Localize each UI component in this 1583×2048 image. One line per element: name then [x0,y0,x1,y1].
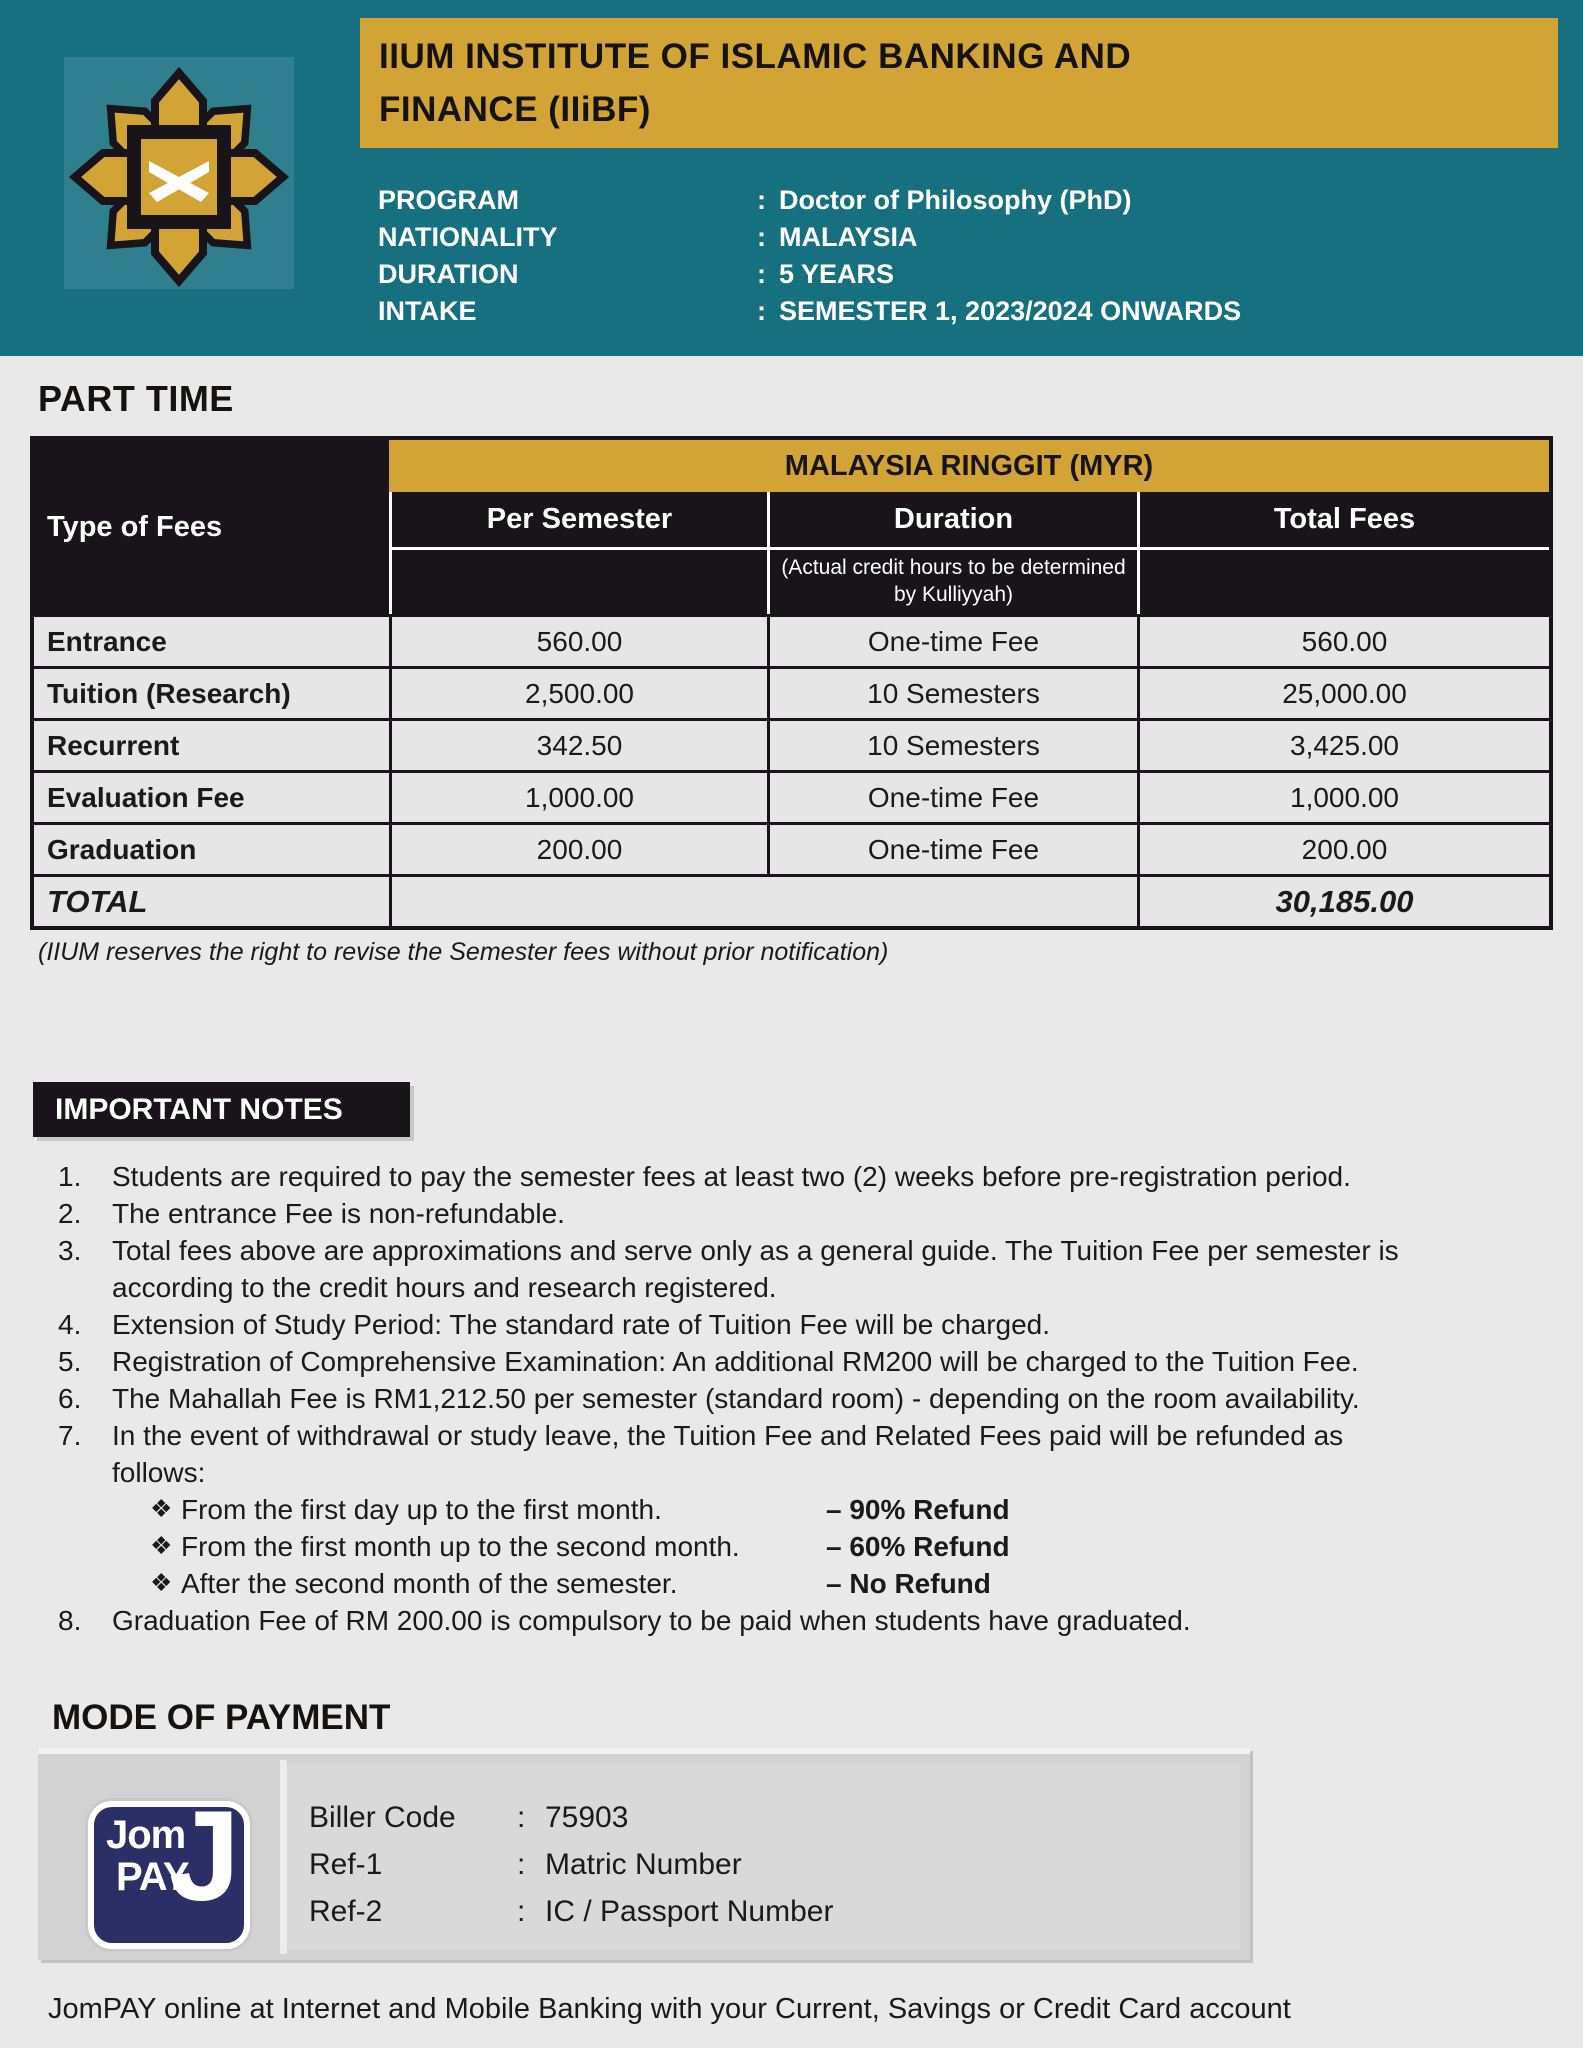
nationality-value: MALAYSIA [779,222,918,252]
important-notes-title: IMPORTANT NOTES [33,1082,410,1137]
fee-duration: One-time Fee [770,617,1137,666]
fee-type: Entrance [34,617,389,666]
note-text: In the event of withdrawal or study leave, the Tuition Fee and Related Fees paid will be refunded as [112,1420,1344,1451]
colon-separator: : [517,1801,526,1834]
note-item-1 [58,1158,1553,1195]
header-banner [0,0,1583,356]
important-notes-list [58,1158,1553,1639]
payment-box [38,1748,1250,1960]
note-text: according to the credit hours and research registered. [112,1272,777,1303]
fee-duration: One-time Fee [770,825,1137,874]
program-details [378,182,1241,330]
type-of-fees-header: Type of Fees [47,510,223,543]
intake-row [378,293,1241,330]
ref2-value: IC / Passport Number [545,1895,834,1928]
colon-separator: : [757,185,766,215]
note-number: 1. [58,1161,82,1192]
note-text: follows: [112,1457,206,1488]
program-row [378,182,1241,219]
fee-duration: 10 Semesters [770,721,1137,770]
refund-condition: From the first day up to the first month. [181,1494,662,1525]
duration-note [770,554,1137,608]
note-item-3 [58,1232,1553,1306]
fee-type: Tuition (Research) [34,669,389,718]
diamond-bullet-icon: ❖ [150,1532,173,1560]
note-number: 6. [58,1383,82,1414]
fee-per-semester: 1,000.00 [392,773,767,822]
iium-logo-tile [64,57,294,289]
duration-note-line1: (Actual credit hours to be determined [781,556,1126,579]
colon-separator: : [757,222,766,252]
biller-code-row [309,1794,1240,1841]
fee-total: 1,000.00 [1140,773,1549,822]
fee-duration: 10 Semesters [770,669,1137,718]
total-value: 30,185.00 [1140,877,1549,926]
intake-value: SEMESTER 1, 2023/2024 ONWARDS [779,296,1242,326]
note-number: 7. [58,1420,82,1451]
note-number: 4. [58,1309,82,1340]
ref1-value: Matric Number [545,1848,742,1881]
payment-details-panel [287,1764,1240,1950]
refund-amount: – 60% Refund [826,1531,1010,1562]
fees-table-header [34,440,1549,614]
fee-total: 200.00 [1140,825,1549,874]
ref1-row [309,1841,1240,1888]
jompay-logo-j: J [168,1785,240,1928]
program-value: Doctor of Philosophy (PhD) [779,185,1132,215]
jompay-logo-pay: PAY [116,1855,189,1899]
note-text: Total fees above are approximations and serve only as a general guide. The Tuition Fee per semester is [112,1235,1399,1266]
colon-separator: : [757,259,766,289]
biller-code-label: Biller Code [309,1801,456,1834]
note-item-5 [58,1343,1553,1380]
column-total-fees: Total Fees [1273,503,1416,535]
colon-separator: : [517,1848,526,1881]
note-text: Graduation Fee of RM 200.00 is compulsory to be paid when students have graduated. [112,1605,1191,1636]
ref2-label: Ref-2 [309,1895,383,1928]
duration-value: 5 YEARS [779,259,895,289]
intake-label: INTAKE [378,296,477,326]
note-number: 2. [58,1198,82,1229]
note-number: 5. [58,1346,82,1377]
jompay-caption: JomPAY online at Internet and Mobile Banking with your Current, Savings or Credit Card account [48,1993,1291,2025]
refund-row-none [150,1565,1553,1602]
diamond-bullet-icon: ❖ [150,1569,173,1597]
fee-per-semester: 342.50 [392,721,767,770]
iium-crest-logo [64,57,294,289]
note-text: Students are required to pay the semester fees at least two (2) weeks before pre-registration period. [112,1161,1351,1192]
refund-condition: From the first month up to the second month. [181,1531,740,1562]
note-text: The Mahallah Fee is RM1,212.50 per semester (standard room) - depending on the room availability. [112,1383,1360,1414]
note-number: 8. [58,1605,82,1636]
note-number: 3. [58,1235,82,1266]
fee-per-semester: 200.00 [392,825,767,874]
colon-separator: : [757,296,766,326]
header-divider [389,547,1549,550]
fees-table [30,436,1553,930]
column-duration: Duration [893,503,1014,535]
note-item-2 [58,1195,1553,1232]
fee-total: 3,425.00 [1140,721,1549,770]
payment-divider [280,1760,287,1954]
note-item-7 [58,1417,1553,1491]
institute-title-line2: FINANCE (IIiBF) [379,90,651,129]
mode-of-payment-title: MODE OF PAYMENT [52,1698,391,1737]
fees-footnote: (IIUM reserves the right to revise the Semester fees without prior notification) [38,938,889,966]
program-label: PROGRAM [378,185,519,215]
refund-condition: After the second month of the semester. [181,1568,678,1599]
fee-per-semester: 2,500.00 [392,669,767,718]
total-spacer [392,877,1137,926]
jompay-logo-jom: Jom [106,1813,186,1857]
fees-table-body [34,617,1549,926]
ref2-row [309,1888,1240,1935]
fee-type: Recurrent [34,721,389,770]
fee-duration: One-time Fee [770,773,1137,822]
currency-header: MALAYSIA RINGGIT (MYR) [389,440,1549,492]
total-label: TOTAL [34,877,389,926]
fee-type: Graduation [34,825,389,874]
nationality-label: NATIONALITY [378,222,558,252]
duration-note-line2: by Kulliyyah) [893,583,1014,606]
nationality-row [378,219,1241,256]
fee-total: 25,000.00 [1140,669,1549,718]
refund-amount: – No Refund [826,1568,991,1599]
column-per-semester: Per Semester [486,503,673,535]
note-item-4 [58,1306,1553,1343]
note-text: Registration of Comprehensive Examination: An additional RM200 will be charged to the Tuition Fee. [112,1346,1359,1377]
diamond-bullet-icon: ❖ [150,1495,173,1523]
refund-amount: – 90% Refund [826,1494,1010,1525]
section-title-part-time: PART TIME [38,378,234,419]
institute-title-line1: IIUM INSTITUTE OF ISLAMIC BANKING AND [379,37,1132,76]
jompay-logo [88,1785,250,1949]
fee-type: Evaluation Fee [34,773,389,822]
note-item-8 [58,1602,1553,1639]
fee-total: 560.00 [1140,617,1549,666]
fee-per-semester: 560.00 [392,617,767,666]
institute-title-box [360,18,1558,148]
note-item-6 [58,1380,1553,1417]
colon-separator: : [517,1895,526,1928]
refund-row-60 [150,1528,1553,1565]
note-text: Extension of Study Period: The standard rate of Tuition Fee will be charged. [112,1309,1051,1340]
note-text: The entrance Fee is non-refundable. [112,1198,565,1229]
duration-row [378,256,1241,293]
refund-row-90 [150,1491,1553,1528]
refund-schedule [150,1491,1553,1602]
duration-label: DURATION [378,259,519,289]
ref1-label: Ref-1 [309,1848,383,1881]
biller-code-value: 75903 [545,1801,629,1834]
